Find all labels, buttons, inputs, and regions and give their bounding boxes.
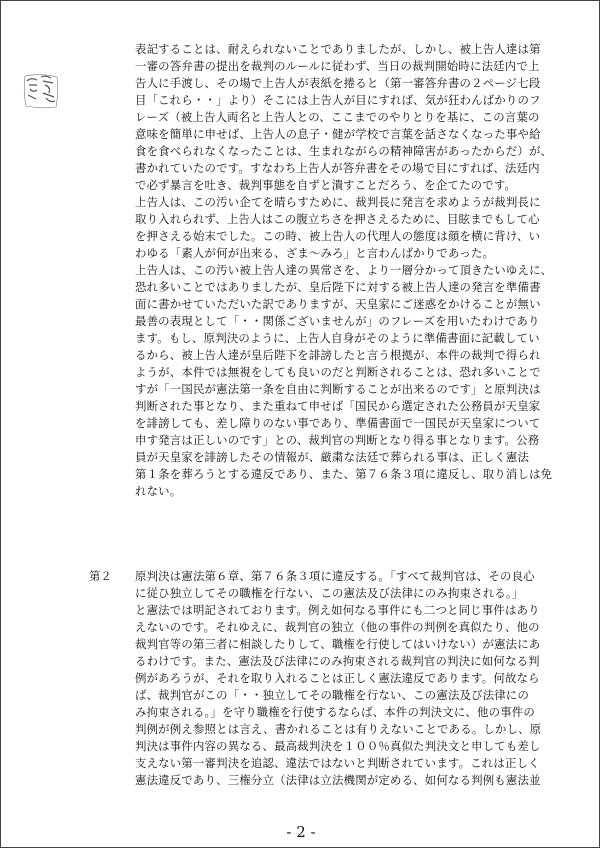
text-line: み拘束される。」を守り職権を行使するならば、本件の判決文に、他の事件の <box>135 705 535 719</box>
text-line: レーズ（被上告人両名と上告人との、ここまでのやりとりを基に、この言葉の <box>135 110 540 124</box>
text-line: 第１条を葬ろうとする違反であり、また、第７６条３項に違反し、取り消しは免 <box>135 467 553 481</box>
text-line: に従ひ独立してその職権を行ない、この憲法及び法律にのみ拘束される。」 <box>135 586 524 600</box>
text-line: と憲法では明記されております。例え如何なる事件にも二つと同じ事件はあり <box>135 603 540 617</box>
text-line: るわけです。また、憲法及び法律にのみ拘束される裁判官の判決に如何なる判 <box>135 654 540 668</box>
text-line: を押さえる始末でした。この時、被上告人の代理人の態度は顔を横に背け、い <box>135 229 541 243</box>
paragraph-1 <box>135 41 553 194</box>
text-line: 恐れ多いことではありましたが、皇后陛下に対する被上告人達の発言を準備書 <box>135 280 541 294</box>
seal-stamp-icon <box>21 71 61 111</box>
text-line: ます。もし、原判決のように、上告人自身がそのように準備書面に記載してい <box>135 331 540 345</box>
text-line: 食を食べられなくなったことは、生まれながらの精神障害があったからだ）が、 <box>135 144 553 158</box>
text-line: わゆる「素人が何が出来る、ざま～みろ」と言わんばかりであった。 <box>135 246 495 260</box>
paragraph-2 <box>135 194 553 262</box>
text-line: 目「これら・・」より）そこには上告人が目にすれば、気が狂わんばかりのフ <box>135 93 541 107</box>
text-line: で必ず暴言を吐き、裁判事態を自ずと潰すことだろう、を企てたのです。 <box>135 178 517 192</box>
text-line: 憲法違反であり、三権分立（法律は立法機関が定める、如何なる判例も憲法並 <box>135 773 541 787</box>
text-line: るから、被上告人達が皇后陛下を誹謗したと言う根拠が、本件の裁判で得られ <box>135 348 541 362</box>
text-line: 取り入れられず、上告人はこの腹立ちさを押さえるために、目眩までもして心 <box>135 212 540 226</box>
text-line: すが「一国民が憲法第一条を自由に判断することが出来るのです」と原判決は <box>135 382 541 396</box>
text-line: ば、裁判官がこの「・・独立してその職権を行ない、この憲法及び法律にの <box>135 688 530 702</box>
text-line: 上告人は、この汚い企てを晴らすために、裁判長に発言を求めようが裁判長に <box>135 195 541 209</box>
paragraph-4 <box>135 568 553 789</box>
text-line: れない。 <box>135 484 182 498</box>
page-number: - 2 - <box>286 823 316 841</box>
text-line: 意味を簡単に申せば、上告人の息子・健が学校で言葉を話さなくなった事や給 <box>135 127 541 141</box>
text-line: 例があろうが、それを取り入れることは正しく憲法違反であります。何故なら <box>135 671 540 685</box>
section-label-2: 第２ <box>89 569 112 583</box>
text-line: 支えない第一審判決を追認、違法ではないと判断されています。これは正しく <box>135 756 540 770</box>
text-line: ようが、本件では無視をしても良いのだと判断されることは、恐れ多いことで <box>135 365 541 379</box>
text-line: 告人に手渡し、その場で上告人が表紙を捲ると（第一審答弁書の２ページ七段 <box>135 76 541 90</box>
text-line: 面に書かせていただいた訳でありますが、天皇家にご迷惑をかけることが無い <box>135 297 541 311</box>
text-line: 表記することは、耐えられないことでありましたが、しかし、被上告人達は第 <box>135 42 541 56</box>
text-line: 判例が例え参照とは言え、書かれることは有りえないことである。しかし、原 <box>135 722 542 736</box>
text-line: えないのです。それゆえに、裁判官の独立（他の事件の判例を真似たり、他の <box>135 620 540 634</box>
text-line: 申す発言は正しいのです」との、裁判官の判断となり得る事となります。公務 <box>135 433 540 447</box>
text-line: 最善の表現として「・・関係ございませんが」のフレーズを用いたわけであり <box>135 314 540 328</box>
text-line: 一審の答弁書の提出を裁判のルールに従わず、当日の裁判開始時に法廷内で上 <box>135 59 540 73</box>
paragraph-3 <box>135 262 553 500</box>
text-line: 上告人は、この汚い被上告人達の異常さを、より一層分かって頂きたいゆえに、 <box>135 263 553 277</box>
text-line: 原判決は憲法第６章、第７６条３項に違反する。「すべて裁判官は、その良心 <box>135 569 535 583</box>
text-line: 判断された事となり、また重ねて申せば「国民から選定された公務員が天皇家 <box>135 399 541 413</box>
text-line: 員が天皇家を誹謗したその情報が、厳粛な法廷で葬られる事は、正しく憲法 <box>135 450 530 464</box>
text-line: 書かれていたのです。すなわち上告人が答弁書をその場で目にすれば、法廷内 <box>135 161 540 175</box>
text-line: 裁判官等の第三者に相談したりして、職権を行使してはいけない）が憲法にあ <box>135 637 541 651</box>
text-line: を誹謗しても、差し障りのない事であり、準備書面で一国民が天皇家について <box>135 416 541 430</box>
text-line: 判決は事件内容の異なる、最高裁判決を１００％真似た判決文と申しても差し <box>135 739 541 753</box>
